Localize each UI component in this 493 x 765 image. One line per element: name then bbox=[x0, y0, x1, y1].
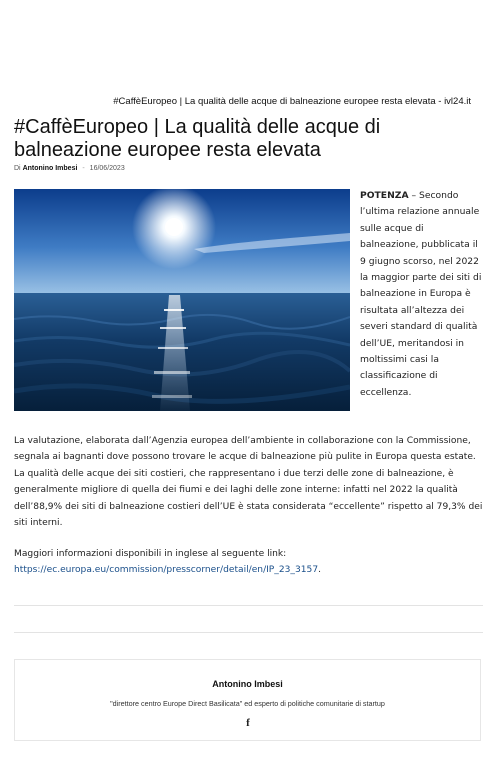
by-label: Di bbox=[14, 165, 21, 172]
article-meta bbox=[14, 165, 125, 172]
author-box-name[interactable]: Antonino Imbesi bbox=[212, 679, 283, 689]
divider bbox=[14, 605, 483, 606]
facebook-icon[interactable]: f bbox=[246, 717, 250, 729]
divider bbox=[14, 632, 483, 633]
author-box-bio: "direttore centro Europe Direct Basilicata" ed esperto di politiche comunitarie di startup bbox=[110, 699, 385, 708]
site-header-title: #CaffèEuropeo | La qualità delle acque di balneazione europee resta elevata - ivl24.it bbox=[113, 96, 471, 107]
meta-separator: - bbox=[82, 165, 85, 172]
intro-text: – Secondo l’ultima relazione annuale sulle acque di balneazione, pubblicata il 9 giugno scorso, nel 2022 la maggior parte dei siti di balneazione in Europa è risultata all’altezza dei severi standard di qualità dell’UE, meritandosi in moltissimi casi la classificazione di eccellenza. bbox=[360, 190, 482, 398]
hero-image bbox=[14, 189, 350, 411]
dateline-place: POTENZA bbox=[360, 190, 409, 201]
article-title: #CaffèEuropeo | La qualità delle acque di balneazione europee resta elevata bbox=[14, 116, 381, 161]
article-intro bbox=[360, 188, 484, 401]
link-suffix: . bbox=[318, 565, 322, 576]
press-release-link[interactable]: https://ec.europa.eu/commission/presscorner/detail/en/IP_23_3157 bbox=[14, 565, 319, 576]
author-box bbox=[14, 659, 481, 741]
more-info-paragraph bbox=[14, 546, 484, 579]
more-info-text: Maggiori informazioni disponibili in inglese al seguente link: bbox=[14, 549, 287, 559]
author-link[interactable]: Antonino Imbesi bbox=[22, 165, 78, 172]
article-body-paragraph: La valutazione, elaborata dall’Agenzia europea dell’ambiente in collaborazione con la Commissione, segnala ai bagnanti dove possono trovare le acque di balneazione più pulite in Europa questa estate. La qualità delle acque dei siti costieri, che rappresentano i due terzi delle zone di balneazione, è generalmente migliore di quella dei fiumi e dei laghi delle zone interne: infatti nel 2022 la qualità dell’88,9% dei siti di balneazione costieri dell’UE è stata considerata “eccellente” rispetto al 79,3% dei siti interni. bbox=[14, 436, 483, 529]
article-date: 16/06/2023 bbox=[89, 165, 125, 172]
